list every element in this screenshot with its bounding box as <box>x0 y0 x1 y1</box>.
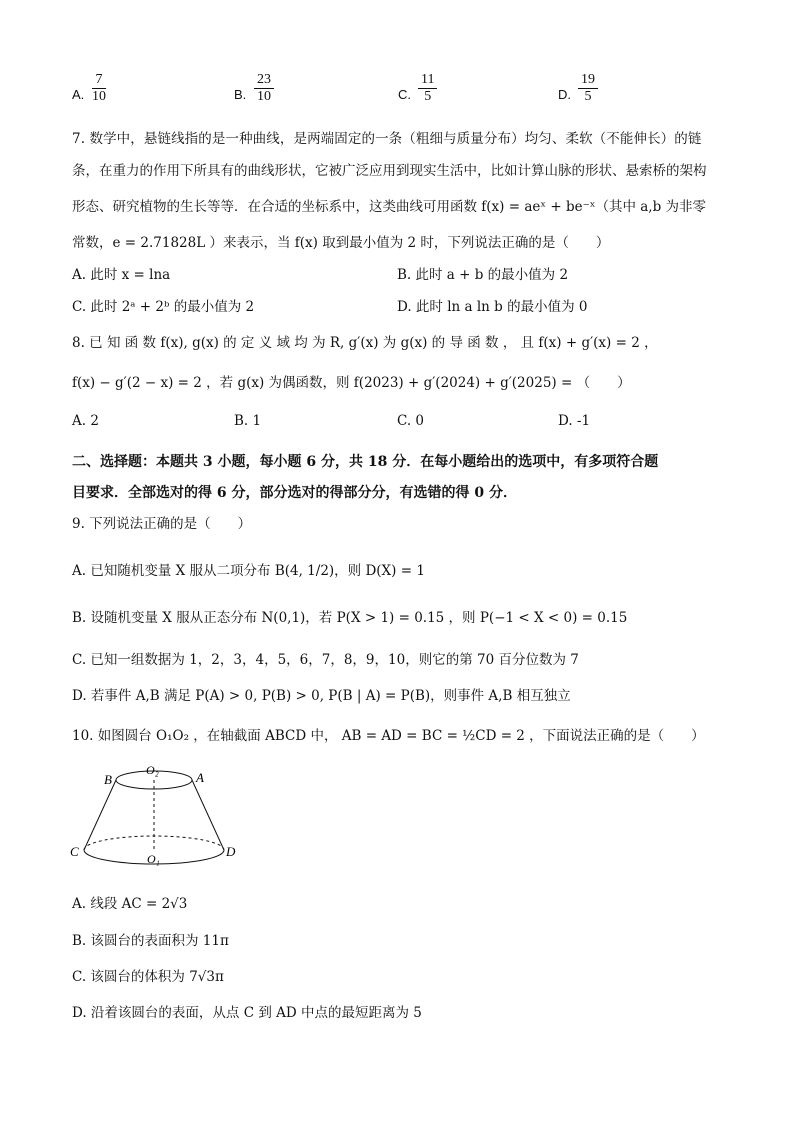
q9-option-d: D. 若事件 A,B 满足 P(A) > 0, P(B) > 0, P(B | A) = P(B)，则事件 A,B 相互独立 <box>72 688 571 704</box>
q6-option-a-label: A. <box>72 87 85 102</box>
q6-option-c-label: C. <box>398 87 411 102</box>
left-generatrix <box>84 780 116 850</box>
q8-option-c: C. 0 <box>397 413 425 429</box>
q6-option-a-numerator: 7 <box>92 72 106 89</box>
q6-option-b-denominator: 10 <box>257 89 271 104</box>
frustum-figure <box>68 762 248 872</box>
q7-stem-line-4: 常数，e = 2.71828L ）来表示，当 f(x) 取到最小值为 2 时，下列说法正确的是（ ） <box>72 235 610 251</box>
section-2-heading-line-1: 二、选择题：本题共 3 小题，每小题 6 分，共 18 分．在每小题给出的选项中，有多项符合题 <box>72 454 659 470</box>
q6-option-b-label: B. <box>234 87 247 102</box>
q8-option-d: D. -1 <box>558 413 591 429</box>
q6-option-c-fraction <box>418 72 437 105</box>
q9-option-b: B. 设随机变量 X 服从正态分布 N(0,1)，若 P(X > 1) = 0.15 ，则 P(−1 < X < 0) = 0.15 <box>72 610 628 626</box>
right-generatrix <box>192 780 224 850</box>
q7-option-d: D. 此时 ln a ln b 的最小值为 0 <box>397 299 588 315</box>
q7-option-a: A. 此时 x = lna <box>72 267 171 283</box>
q6-option-b-fraction <box>254 72 274 105</box>
q8-stem-line-2: f(x) − g′(2 − x) = 2 ，若 g(x) 为偶函数，则 f(2023) + g′(2024) + g′(2025) = （ ） <box>72 375 631 391</box>
q6-option-d-fraction <box>578 72 598 105</box>
q6-option-b-numerator: 23 <box>254 72 274 89</box>
label-d: D <box>226 844 236 859</box>
q6-option-c-denominator: 5 <box>424 89 432 104</box>
q7-option-c: C. 此时 2ᵃ + 2ᵇ 的最小值为 2 <box>72 299 255 315</box>
q10-option-b: B. 该圆台的表面积为 11π <box>72 933 229 949</box>
q6-option-d-label: D. <box>558 87 571 102</box>
q6-option-d-denominator: 5 <box>584 89 592 104</box>
label-o1: O₁ <box>147 852 160 866</box>
q9-stem: 9. 下列说法正确的是（ ） <box>72 516 252 532</box>
section-2-heading-line-2: 目要求．全部选对的得 6 分，部分选对的得部分分，有选错的得 0 分． <box>72 485 517 501</box>
q8-option-b: B. 1 <box>234 413 262 429</box>
q7-stem-line-1: 7. 数学中，悬链线指的是一种曲线，是两端固定的一条（粗细与质量分布）均匀、柔软（不能伸长）的链 <box>72 131 702 147</box>
q8-stem-line-1: 8. 已 知 函 数 f(x), g(x) 的 定 义 域 均 为 R, g′(x) 为 g(x) 的 导 函 数 ， 且 f(x) + g′(x) = 2 ， <box>72 335 658 351</box>
label-o2: O₂ <box>146 763 159 777</box>
label-c: C <box>70 844 79 859</box>
q7-stem-line-3: 形态、研究植物的生长等等．在合适的坐标系中，这类曲线可用函数 f(x) = aeˣ + be⁻ˣ（其中 a,b 为非零 <box>72 199 707 215</box>
q10-option-d: D. 沿着该圆台的表面，从点 C 到 AD 中点的最短距离为 5 <box>72 1005 422 1021</box>
label-a: A <box>196 770 204 785</box>
label-b: B <box>104 772 112 787</box>
q8-option-a: A. 2 <box>72 413 99 429</box>
q9-option-a: A. 已知随机变量 X 服从二项分布 B(4, 1/2)，则 D(X) = 1 <box>72 563 425 579</box>
q10-option-a: A. 线段 AC = 2√3 <box>72 896 188 912</box>
q7-option-b: B. 此时 a + b 的最小值为 2 <box>397 267 569 283</box>
q7-stem-line-2: 条，在重力的作用下所具有的曲线形状，它被广泛应用到现实生活中，比如计算山脉的形状、悬索桥的架构 <box>72 163 707 179</box>
q6-option-c-numerator: 11 <box>418 72 437 89</box>
q10-stem: 10. 如图圆台 O₁O₂ ，在轴截面 ABCD 中， AB = AD = BC = ½CD = 2 ，下面说法正确的是（ ） <box>72 728 705 744</box>
q6-option-a-fraction <box>92 72 106 105</box>
q6-option-d-numerator: 19 <box>578 72 598 89</box>
q10-option-c: C. 该圆台的体积为 7√3π <box>72 969 224 985</box>
q6-option-a-denominator: 10 <box>92 89 106 104</box>
q9-option-c: C. 已知一组数据为 1，2，3，4，5，6，7，8，9，10，则它的第 70 百分位数为 7 <box>72 652 579 668</box>
